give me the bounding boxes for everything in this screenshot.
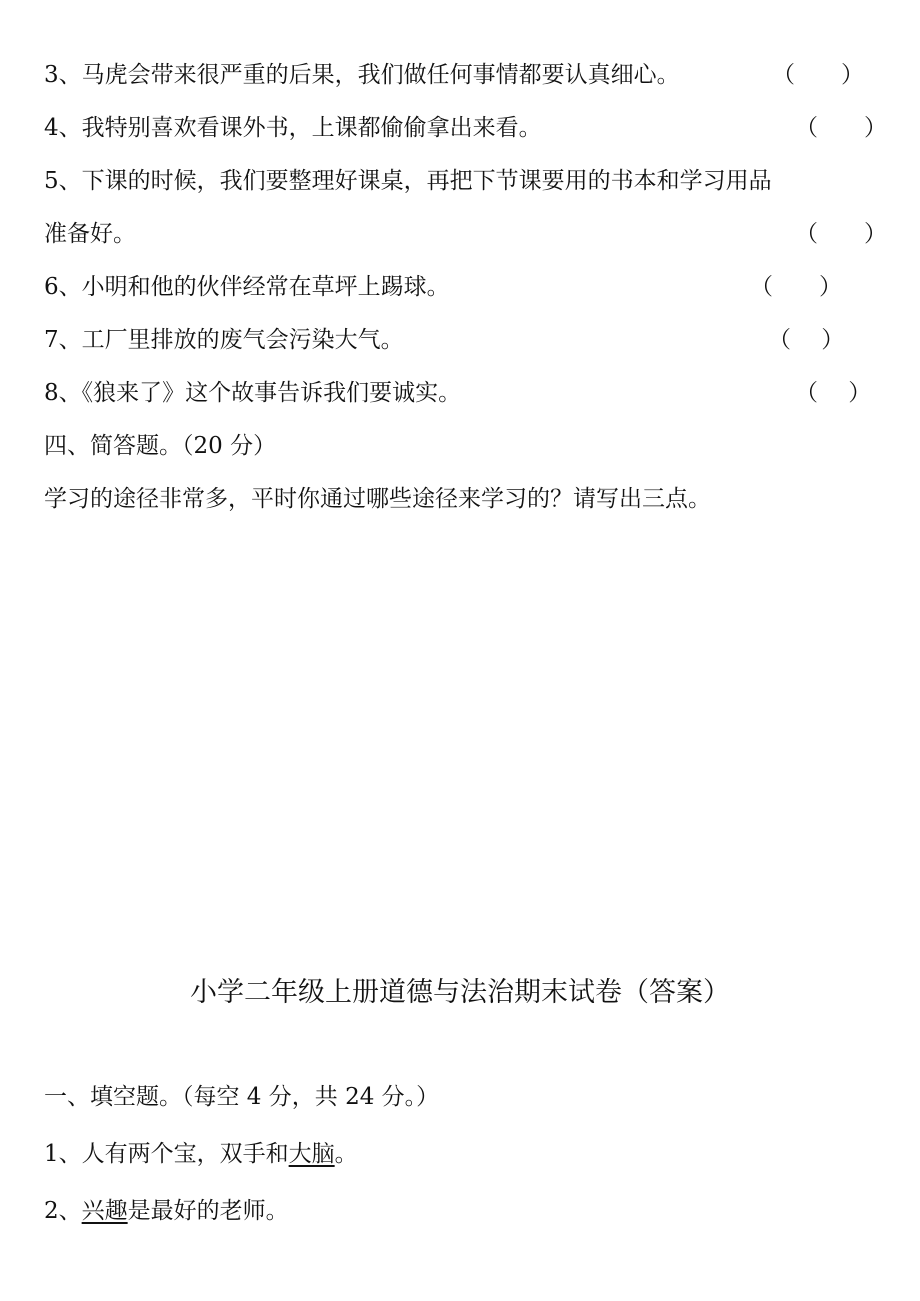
line-item-5 <box>44 166 772 196</box>
section-4-heading: 四、简答题。（20 分） <box>44 433 277 459</box>
item-5-paren: （ ） <box>795 221 887 247</box>
line-item-7 <box>44 325 404 355</box>
line-item-6 <box>44 272 450 302</box>
item-5-text-cont: 准备好。 <box>44 221 136 247</box>
answer-q2 <box>44 1196 289 1226</box>
item-4-paren: （ ） <box>795 115 887 141</box>
answer-q2-suffix: 是最好的老师。 <box>127 1198 289 1224</box>
line-item-3 <box>44 60 680 90</box>
line-item-4 <box>44 113 542 143</box>
item-5-text: 5、下课的时候，我们要整理好课桌，再把下节课要用的书本和学习用品 <box>44 168 772 194</box>
item-3-text: 3、马虎会带来很严重的后果，我们做任何事情都要认真细心。 <box>44 62 680 88</box>
section-4-question: 学习的途径非常多，平时你通过哪些途径来学习的？请写出三点。 <box>44 486 711 512</box>
item-6-text: 6、小明和他的伙伴经常在草坪上踢球。 <box>44 274 450 300</box>
line-item-8 <box>44 378 461 408</box>
answer-q1-suffix: 。 <box>334 1141 358 1167</box>
item-3-paren: （ ） <box>772 62 864 88</box>
item-8-paren: （ ） <box>795 380 872 406</box>
answer-q1-prefix: 1、人有两个宝，双手和 <box>44 1141 289 1167</box>
answer-title: 小学二年级上册道德与法治期末试卷（答案） <box>190 977 730 1008</box>
item-7-paren: （ ） <box>768 327 845 353</box>
item-6-paren: （ ） <box>750 274 842 300</box>
answer-q2-prefix: 2、 <box>44 1198 82 1224</box>
answer-q1-answer: 大脑 <box>288 1141 335 1167</box>
answer-q2-answer: 兴趣 <box>81 1198 128 1224</box>
item-7-text: 7、工厂里排放的废气会污染大气。 <box>44 327 404 353</box>
item-8-text: 8、《狼来了》这个故事告诉我们要诚实。 <box>44 380 462 406</box>
item-4-text: 4、我特别喜欢看课外书，上课都偷偷拿出来看。 <box>44 115 542 141</box>
answer-q1 <box>44 1139 358 1169</box>
answer-section-heading: 一、填空题。（每空 4 分，共 24 分。） <box>44 1084 440 1110</box>
line-item-5-cont <box>44 219 136 249</box>
